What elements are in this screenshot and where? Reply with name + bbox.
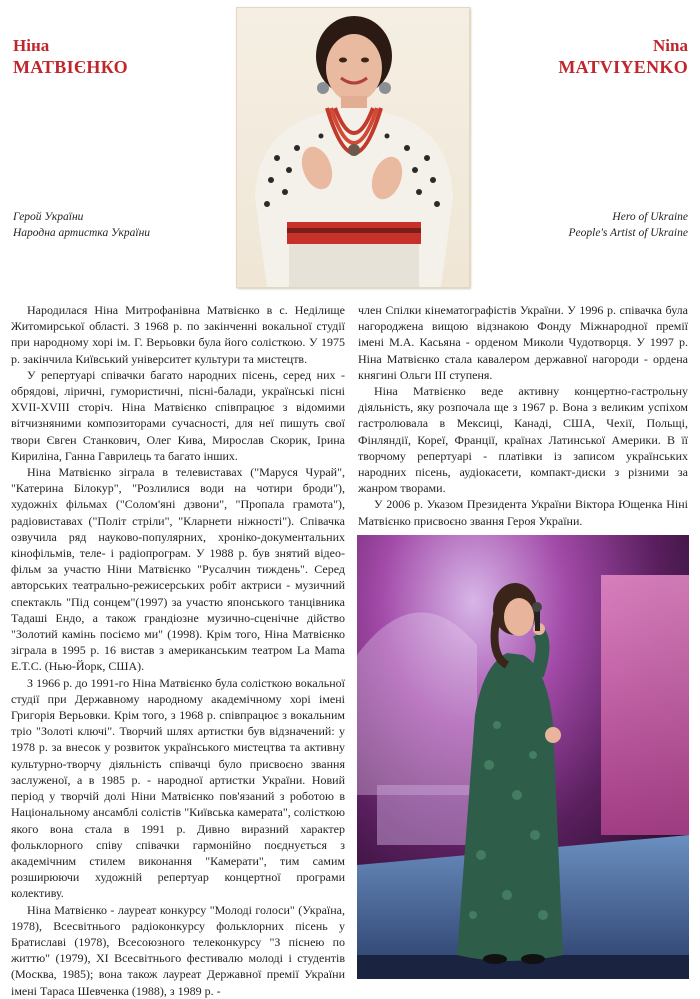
ua-first-name: Ніна (13, 36, 50, 55)
bio-paragraph-6: член Спілки кінематографістів України. У 1996 р. співачка була нагороджена вищою відзнакою Фонду Міжнародної премії імені М.А. Касьяна - орденом Миколи Чудотворця. У 1997 р. Ніна Матвієнко стала кавалером державної нагороди - ордена княгині Ольги III ступеня. (358, 303, 688, 382)
en-last-name: MATVIYENKO (558, 57, 688, 77)
en-title-hero: Hero of Ukraine (612, 211, 688, 223)
biography-left-column (11, 302, 345, 999)
bio-paragraph-2: У репертуарі співачки багато народних пісень, серед них - обрядові, ліричні, гумористичні, пісні-балади, українські пісні XVII-XVIII сторіч. Ніна Матвієнко співпрацює з відомими вітчизняними композиторами сучасності, для неї пишуть свої твори Євген Станкович, Олег Кива, Мирослав Скорик, Ірина Кириліна, Ганна Гаврилець та багато інших. (11, 367, 345, 463)
en-first-name: Nina (653, 36, 688, 55)
bio-paragraph-4: З 1966 р. до 1991-го Ніна Матвієнко була солісткою вокальної студії при Державному народному академічному хорі імені Григорія Верьовки. Крім того, з 1968 р. співпрацює з вокальним тріо "Золоті ключі". Творчий шлях артистки був відзначений: у 1978 р. за внесок у розвиток українського мистецтва та активну культурно-творчу діяльність співачці було присвоєно звання заслуженої, а в 1985 р. - народної артистки України. Новий період у творчій долі Ніни Матвієнко пов'язаний з роботою в Національному ансамблі солістів "Київська камерата", солісткою якого вона стала в 1991 р. Дивно виразний характер фольклорного співу співачки гармонійно поєднується з академічним стилем виконання "Камерати", тим самим розширюючи художній репертуар концертної програми колективу. (11, 675, 345, 901)
portrait-photo (236, 7, 470, 288)
bio-paragraph-7: Ніна Матвієнко веде активну концертно-гастрольну діяльність, яку розпочала ще з 1967 р. Вона з великим успіхом гастролювала в Мексиці, Канаді, США, Чехії, Польщі, Фінляндії, Кореї, Франції, країнах Латинської Америки. В її творчому репертуарі - платівки із записом українських народних пісень, аудіокасети, компакт-диски з різними за жанром творами. (358, 384, 688, 496)
ua-last-name: МАТВІЄНКО (13, 57, 128, 77)
ua-title-artist: Народна артистка України (13, 227, 151, 239)
bio-paragraph-3: Ніна Матвієнко зіграла в телевиставах ("Маруся Чурай", "Катерина Білокур", "Розлилися води на чотири броди"), художніх фільмах ("Солом'яні дзвони", "Пропала грамота"), радіовиставах ("Політ стріли", "Кларнети ніжності"). Співачка озвучила ряд науково-популярних, хроніко-документальних кінофільмів, теле- і радіопрограм. У 1988 р. був знятий відео-фільм за участю Ніни Матвієнко "Русалчин тиждень". Серед авторських театрально-режисерських робіт актриси - музичний спектакль "Під сонцем"(1997) за участю японського танцівника Тадаші Ендо, а також грандіозне музично-сценічне дійство "Золотий камінь посіємо ми" (1998). Крім того, Ніна Матвієнко зіграла в 1995 р. 16 вистав з американським театром La Mama E.T.C. (Нью-Йорк, США). (11, 465, 345, 674)
bio-paragraph-1: Народилася Ніна Митрофанівна Матвієнко в с. Неділище Житомирської області. З 1968 р. по закінченні вокальної студії при народному хорі ім. Г. Верьовки була його солісткою. У 1975 р. закінчила Київський університет культури та мистецтв. (11, 303, 345, 366)
biography-right-column (358, 302, 688, 529)
bio-paragraph-8: У 2006 р. Указом Президента України Віктора Ющенка Ніні Матвієнко присвоєно звання Героя України. (358, 497, 688, 528)
ua-title-hero: Герой України (13, 211, 84, 223)
en-title-artist: People's Artist of Ukraine (568, 227, 688, 239)
bio-paragraph-5: Ніна Матвієнко - лауреат конкурсу "Молоді голоси" (Україна, 1978), Всесвітнього радіоконкурсу фольклорних пісень у Братиславі (1978), Всесоюзного телеконкурсу "З піснею по життю" (1979), XI Всесвітнього фестивалю молоді і студентів (Москва, 1985); вона також лауреат Державної премії України імені Тараса Шевченка (1988), з 1989 р. - (11, 902, 345, 998)
stage-performance-photo (357, 535, 689, 979)
